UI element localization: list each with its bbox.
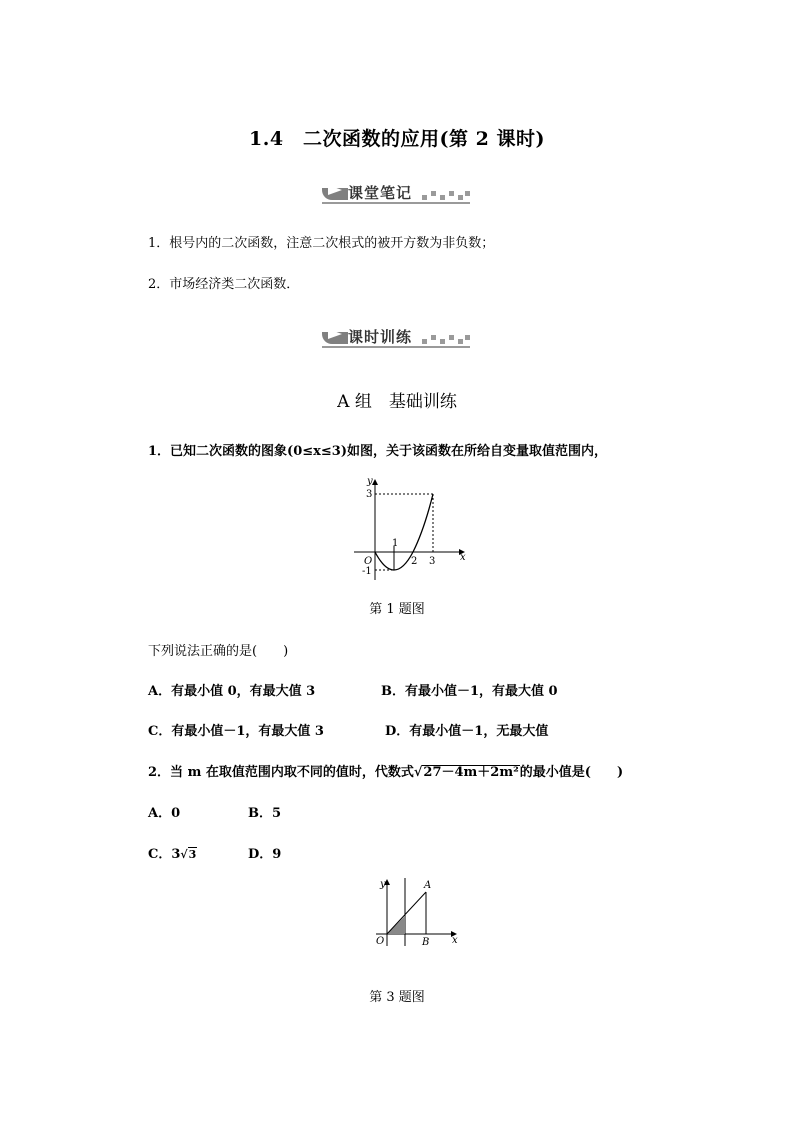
q1-option-b[interactable]: B．有最小值－1，有最大值 0 — [381, 684, 558, 699]
q2-option-c-prefix: C．3 — [148, 847, 181, 862]
q2-stem-after: 的最小值是( ) — [519, 765, 624, 780]
radical-sign-icon: √ — [413, 765, 423, 780]
q2-stem — [148, 761, 623, 780]
q2-option-a[interactable]: A．0 — [148, 806, 181, 821]
tick-ym1: -1 — [362, 566, 372, 577]
y-label: y — [380, 879, 386, 890]
parabola-curve — [375, 494, 436, 570]
section-banner-notes — [322, 182, 472, 206]
x-label: x — [452, 935, 458, 946]
tick-y3: 3 — [366, 489, 373, 500]
q1-option-c[interactable]: C．有最小值－1，有最大值 3 — [148, 724, 324, 739]
q2-option-d[interactable]: D．9 — [248, 847, 282, 862]
group-title: A 组 基础训练 — [337, 392, 457, 412]
q2-option-c-radicand: 3 — [188, 848, 197, 861]
q3-figure-caption: 第 3 题图 — [369, 990, 425, 1005]
point-b-label: B — [422, 937, 430, 948]
tick-x2: 2 — [411, 556, 418, 567]
q2-radicand: 27－4m＋2m² — [423, 765, 519, 780]
line-oa — [387, 892, 426, 934]
note-item-2: 2．市场经济类二次函数． — [148, 277, 300, 292]
q1-figure-caption: 第 1 题图 — [369, 602, 425, 617]
q2-option-b[interactable]: B．5 — [248, 806, 282, 821]
y-label: y — [367, 476, 373, 487]
tick-x1: 1 — [392, 538, 399, 549]
note-item-1: 1．根号内的二次函数，注意二次根式的被开方数为非负数； — [148, 236, 495, 251]
banner-label: 课时训练 — [348, 328, 413, 346]
q2-stem-before: 2．当 m 在取值范围内取不同的值时，代数式 — [148, 765, 414, 780]
q1-parabola-figure — [350, 474, 470, 584]
tick-x3: 3 — [429, 556, 436, 567]
q1-option-d[interactable]: D．有最小值－1，无最大值 — [385, 724, 549, 739]
q1-stem: 1．已知二次函数的图象(0≤x≤3)如图，关于该函数在所给自变量取值范围内， — [148, 444, 607, 459]
q1-question: 下列说法正确的是( ) — [148, 644, 289, 659]
q1-option-a[interactable]: A．有最小值 0，有最大值 3 — [148, 684, 316, 699]
radical-sign-icon: √ — [180, 848, 188, 861]
q2-option-c[interactable] — [148, 843, 197, 862]
page-title: 1.4 二次函数的应用(第 2 课时) — [249, 128, 545, 150]
x-label: x — [460, 552, 466, 563]
origin-label: O — [364, 556, 373, 567]
section-banner-training — [322, 326, 472, 350]
q3-triangle-figure — [370, 874, 460, 950]
banner-label: 课堂笔记 — [348, 184, 413, 202]
origin-label: O — [376, 936, 385, 947]
point-a-label: A — [424, 880, 432, 891]
